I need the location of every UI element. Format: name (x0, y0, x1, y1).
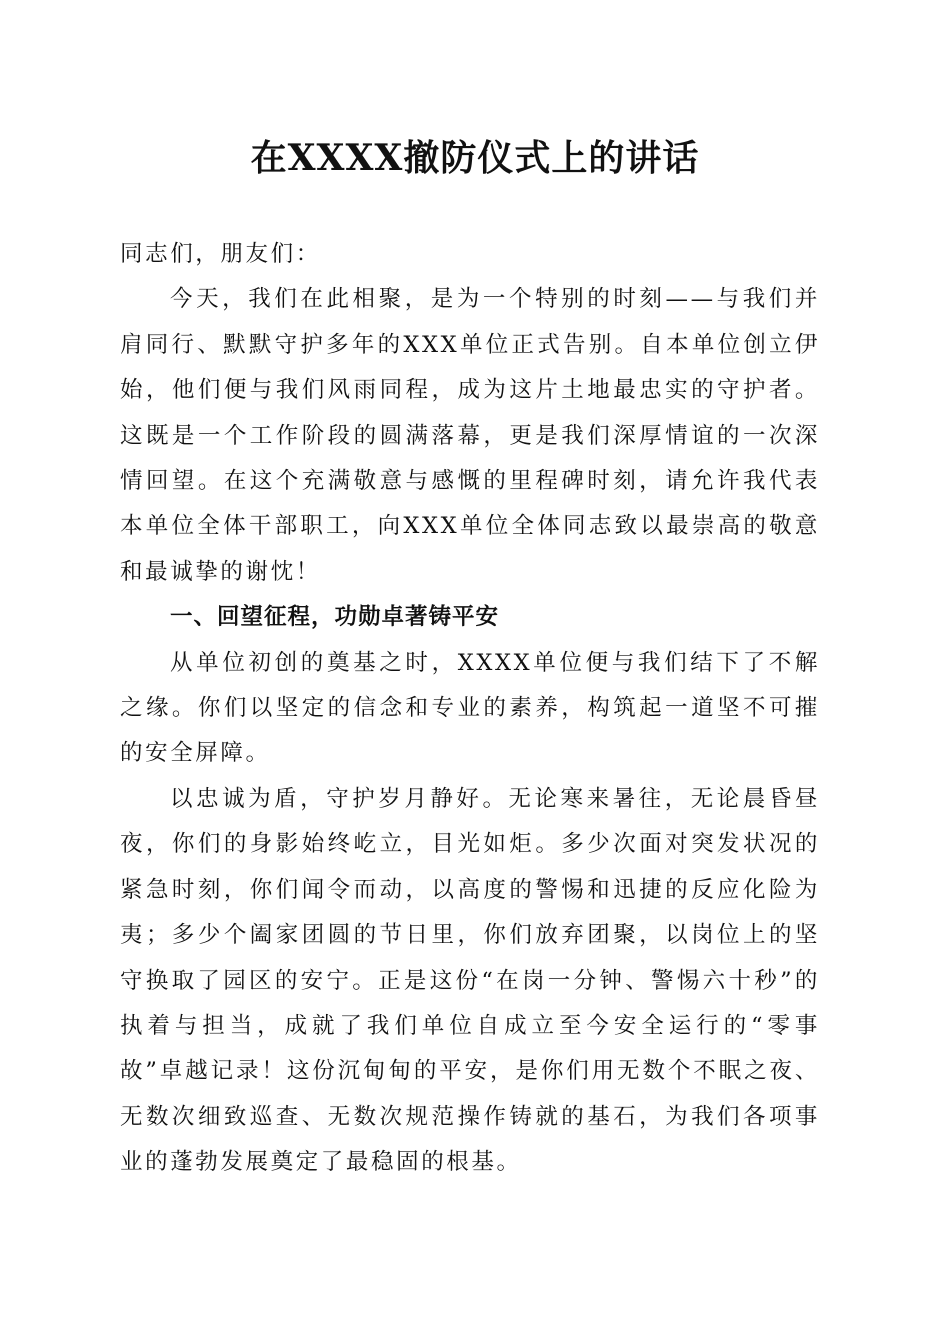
document-title: 在XXXX撤防仪式上的讲话 (250, 137, 700, 179)
section-heading: 一、回望征程，功勋卓著铸平安 (170, 604, 500, 631)
paragraph-opening: 今天，我们在此相聚，是为一个特别的时刻——与我们并肩同行、默默守护多年的XXX单位正式告别。自本单位创立伊始，他们便与我们风雨同程，成为这片土地最忠实的守护者。这既是一个工作阶段的圆满落幕，更是我们深厚情谊的一次深情回望。在这个充满敬意与感慨的里程碑时刻，请允许我代表本单位全体干部职工，向XXX单位全体同志致以最崇高的敬意和最诚挚的谢忱！ (120, 286, 820, 585)
document-body (120, 232, 820, 1186)
paragraph-origin: 从单位初创的奠基之时，XXXX单位便与我们结下了不解之缘。你们以坚定的信念和专业的素养，构筑起一道坚不可摧的安全屏障。 (120, 649, 820, 767)
paragraph-loyalty: 以忠诚为盾，守护岁月静好。无论寒来暑往，无论晨昏昼夜，你们的身影始终屹立，目光如炬。多少次面对突发状况的紧急时刻，你们闻令而动，以高度的警惕和迅捷的反应化险为夷；多少个阖家团圆的节日里，你们放弃团聚，以岗位上的坚守换取了园区的安宁。正是这份“在岗一分钟、警惕六十秒”的执着与担当，成就了我们单位自成立至今安全运行的“零事故”卓越记录！这份沉甸甸的平安，是你们用无数个不眠之夜、无数次细致巡查、无数次规范操作铸就的基石，为我们各项事业的蓬勃发展奠定了最稳固的根基。 (120, 785, 820, 1176)
salutation: 同志们，朋友们： (120, 241, 321, 267)
